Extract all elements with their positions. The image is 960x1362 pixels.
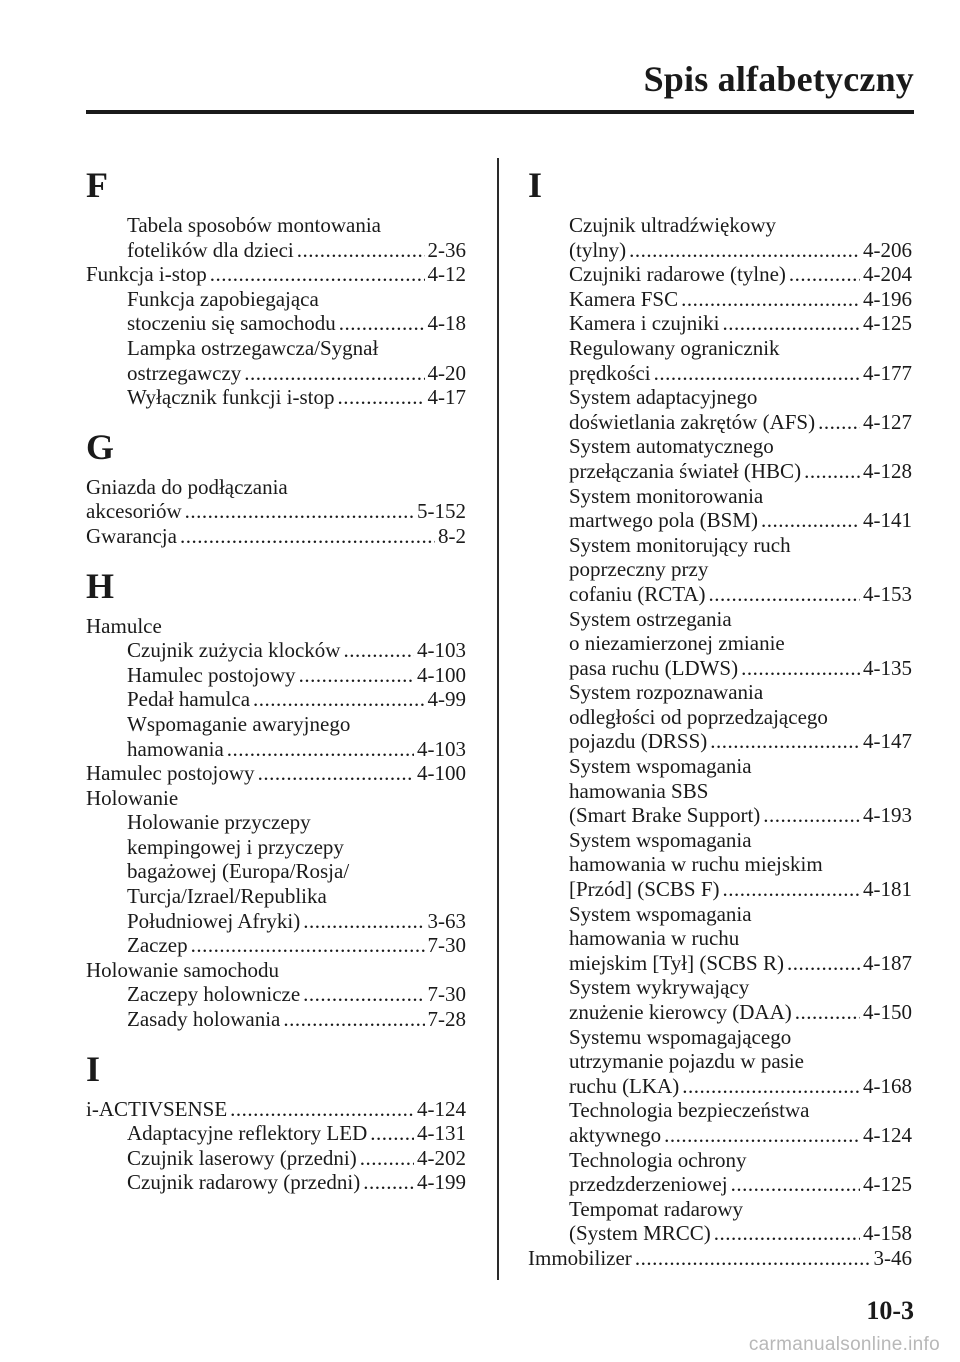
page-reference: 4-125	[863, 311, 912, 336]
entry-text-line: Czujnik laserowy (przedni)	[127, 1145, 357, 1170]
page-reference: 4-177	[863, 360, 912, 385]
entry-last-line	[127, 1170, 466, 1195]
leader-dots	[258, 761, 414, 786]
entry-text-line: Zaczepy holownicze	[127, 982, 301, 1007]
index-entry	[86, 761, 466, 786]
page-reference: 4-141	[863, 508, 912, 533]
entry-last-line	[569, 262, 912, 287]
entry-text-line: Wyłącznik funkcji i-stop	[127, 385, 335, 410]
page-reference: 4-131	[417, 1121, 466, 1146]
index-entry	[86, 262, 466, 287]
section-letter: I	[528, 165, 543, 205]
page-reference: 4-168	[863, 1073, 912, 1098]
index-entry	[86, 1146, 466, 1171]
entry-text-line: o niezamierzonej zmianie	[569, 631, 785, 656]
entry-last-line	[569, 877, 912, 902]
index-entry	[86, 982, 466, 1007]
entry-last-line	[569, 1074, 912, 1099]
page-reference: 4-181	[863, 877, 912, 902]
entry-text-line: przedzderzeniowej	[569, 1172, 728, 1197]
leader-dots	[629, 238, 860, 263]
entry-last-line	[569, 238, 912, 263]
entry-last-line	[127, 909, 466, 934]
entry-text-line: przełączania świateł (HBC)	[569, 458, 802, 483]
entry-text-line: Immobilizer	[528, 1245, 632, 1270]
entry-last-line	[569, 311, 912, 336]
index-entries	[86, 614, 466, 1032]
index-entry	[86, 933, 466, 958]
entry-text-line: Wspomaganie awaryjnego	[127, 711, 351, 736]
entry-last-line	[127, 737, 466, 762]
entry-text-line: pojazdu (DRSS)	[569, 729, 708, 754]
entry-text-line: (System MRCC)	[569, 1221, 711, 1246]
entry-last-line	[127, 982, 466, 1007]
entry-text-line: doświetlania zakrętów (AFS)	[569, 409, 816, 434]
entry-text-line: (Smart Brake Support)	[569, 803, 761, 828]
index-entry	[86, 810, 466, 933]
index-entry	[528, 262, 912, 287]
entry-text-line: Funkcja zapobiegająca	[127, 286, 319, 311]
entry-text-line: System wspomagania	[569, 754, 752, 779]
entry-last-line	[127, 663, 466, 688]
entry-text-line: Kamera i czujniki	[569, 311, 720, 336]
index-column-left	[86, 160, 466, 1195]
entry-last-line	[569, 1172, 912, 1197]
leader-dots	[682, 1074, 860, 1099]
index-entries	[86, 213, 466, 410]
entry-text-line: Kamera FSC	[569, 286, 679, 311]
leader-dots	[818, 410, 860, 435]
entry-text-line: Tabela sposobów montowania	[127, 213, 381, 237]
leader-dots	[297, 238, 425, 263]
page-reference: 4-100	[417, 662, 466, 687]
index-entry	[86, 663, 466, 688]
page-reference: 4-20	[427, 360, 466, 385]
leader-dots	[253, 687, 424, 712]
page-reference: 4-125	[863, 1172, 912, 1197]
leader-dots	[664, 1123, 860, 1148]
entry-last-line	[127, 687, 466, 712]
entry-text-line: hamowania w ruchu miejskim	[569, 852, 823, 877]
index-entry	[528, 1246, 912, 1271]
entry-text-line: Czujniki radarowe (tylne)	[569, 262, 786, 287]
entry-text-line: Czujnik radarowy (przedni)	[127, 1170, 361, 1195]
index-entry	[528, 828, 912, 902]
leader-dots	[804, 459, 860, 484]
page-reference: 4-158	[863, 1221, 912, 1246]
entry-text-line: Gniazda do podłączania	[86, 474, 288, 499]
leader-dots	[681, 287, 860, 312]
entry-text-line: Adaptacyjne reflektory LED	[127, 1121, 368, 1146]
entry-text-line: [Przód] (SCBS F)	[569, 877, 720, 902]
entry-text-line: System ostrzegania	[569, 606, 732, 631]
entry-last-line	[569, 361, 912, 386]
page-reference: 4-193	[863, 803, 912, 828]
index-entry	[86, 1097, 466, 1122]
index-entry	[528, 680, 912, 754]
entry-text-line: odległości od poprzedzającego	[569, 704, 828, 729]
index-entry	[528, 287, 912, 312]
leader-dots	[185, 499, 414, 524]
index-entry	[528, 1098, 912, 1147]
leader-dots	[227, 737, 414, 762]
index-entry	[528, 1025, 912, 1099]
entry-last-line	[569, 656, 912, 681]
entry-text-line: utrzymanie pojazdu w pasie	[569, 1049, 804, 1074]
entry-text-line: kempingowej i przyczepy	[127, 834, 344, 859]
page-reference: 3-46	[873, 1245, 912, 1270]
entry-last-line	[127, 311, 466, 336]
entry-last-line	[569, 951, 912, 976]
watermark: carmanualsonline.info	[748, 1334, 940, 1355]
entry-text-line: Technologia ochrony	[569, 1147, 747, 1172]
leader-dots	[180, 524, 435, 549]
entry-last-line	[86, 786, 466, 811]
entry-last-line	[127, 638, 466, 663]
index-entry	[86, 385, 466, 410]
page-reference: 7-30	[427, 933, 466, 958]
entry-text-line: Zaczep	[127, 933, 188, 958]
page-reference: 4-196	[863, 286, 912, 311]
entry-last-line	[86, 262, 466, 287]
column-divider	[497, 158, 499, 1280]
entry-last-line	[569, 1123, 912, 1148]
entry-text-line: ostrzegawczy	[127, 360, 242, 385]
leader-dots	[763, 803, 860, 828]
page-reference: 4-206	[863, 237, 912, 262]
leader-dots	[741, 656, 860, 681]
entry-text-line: Czujnik ultradźwiękowy	[569, 213, 777, 237]
entry-text-line: Pedał hamulca	[127, 687, 251, 712]
entry-text-line: Systemu wspomagającego	[569, 1024, 792, 1049]
page-reference: 4-17	[427, 385, 466, 410]
leader-dots	[761, 508, 860, 533]
entry-text-line: System wspomagania	[569, 901, 752, 926]
leader-dots	[709, 582, 860, 607]
page-reference: 4-103	[417, 638, 466, 663]
leader-dots	[283, 1007, 424, 1032]
entry-text-line: martwego pola (BSM)	[569, 508, 758, 533]
index-entry	[528, 533, 912, 607]
entry-text-line: System wykrywający	[569, 975, 750, 1000]
entry-text-line: pasa ruchu (LDWS)	[569, 655, 739, 680]
entry-text-line: System adaptacyjnego	[569, 385, 758, 410]
entry-last-line	[86, 958, 466, 983]
entry-last-line	[569, 729, 912, 754]
page-reference: 4-135	[863, 655, 912, 680]
entry-text-line: System monitorujący ruch	[569, 532, 791, 557]
index-entry	[528, 607, 912, 681]
entry-last-line	[127, 1146, 466, 1171]
leader-dots	[210, 262, 425, 287]
entry-text-line: System automatycznego	[569, 434, 774, 459]
leader-dots	[787, 951, 860, 976]
entry-last-line	[569, 582, 912, 607]
entry-text-line: Hamulec postojowy	[127, 662, 296, 687]
page-reference: 4-128	[863, 458, 912, 483]
section-letter: I	[86, 1048, 101, 1089]
index-entry	[86, 213, 466, 262]
index-entries	[86, 1097, 466, 1195]
index-entry	[528, 754, 912, 828]
page-reference: 4-204	[863, 262, 912, 287]
index-entry	[86, 712, 466, 761]
page-reference: 8-2	[438, 523, 466, 548]
entry-text-line: fotelików dla dzieci	[127, 237, 294, 262]
entry-text-line: Holowanie	[86, 785, 179, 810]
index-entry	[528, 385, 912, 434]
leader-dots	[303, 909, 424, 934]
leader-dots	[714, 1221, 860, 1246]
index-entries	[86, 475, 466, 549]
entry-text-line: hamowania w ruchu	[569, 926, 740, 951]
entry-text-line: Regulowany ogranicznik	[569, 335, 780, 360]
entry-text-line: i-ACTIVSENSE	[86, 1096, 228, 1121]
index-entry	[528, 434, 912, 483]
page-reference: 4-124	[417, 1096, 466, 1121]
leader-dots	[723, 877, 860, 902]
index-entry	[528, 1197, 912, 1246]
entry-last-line	[127, 238, 466, 263]
entry-last-line	[569, 410, 912, 435]
section-letter: H	[86, 565, 115, 606]
entry-last-line	[127, 361, 466, 386]
entry-text-line: bagażowej (Europa/Rosja/	[127, 859, 350, 884]
entry-text-line: Południowej Afryki)	[127, 908, 301, 933]
page-reference: 4-18	[427, 311, 466, 336]
entry-text-line: Technologia bezpieczeństwa	[569, 1098, 810, 1123]
entry-text-line: Hamulce	[86, 613, 162, 638]
entry-text-line: akcesoriów	[86, 499, 182, 524]
entry-text-line: System wspomagania	[569, 827, 752, 852]
entry-text-line: Zasady holowania	[127, 1007, 281, 1032]
leader-dots	[722, 311, 860, 336]
index-entry	[86, 687, 466, 712]
leader-dots	[363, 1170, 414, 1195]
section-gap	[86, 549, 466, 561]
entry-text-line: Holowanie przyczepy	[127, 810, 311, 835]
section-letter: F	[86, 165, 108, 205]
index-column-right	[528, 160, 912, 1271]
index-entry	[528, 975, 912, 1024]
entry-text-line: hamowania SBS	[569, 778, 709, 803]
header-rule	[86, 110, 914, 114]
entry-last-line	[127, 1007, 466, 1032]
page-reference: 4-147	[863, 729, 912, 754]
page-reference: 7-30	[427, 982, 466, 1007]
entry-text-line: Holowanie samochodu	[86, 957, 280, 982]
leader-dots	[230, 1097, 414, 1122]
index-entry	[528, 336, 912, 385]
index-entry	[86, 638, 466, 663]
leader-dots	[303, 982, 424, 1007]
page-reference: 3-63	[427, 908, 466, 933]
entry-text-line: Tempomat radarowy	[569, 1196, 744, 1221]
entry-last-line	[569, 1221, 912, 1246]
page-reference: 4-100	[417, 761, 466, 786]
entry-text-line: stoczeniu się samochodu	[127, 311, 336, 336]
page-reference: 7-28	[427, 1007, 466, 1032]
index-entry	[86, 524, 466, 549]
page-number: 10-3	[866, 1296, 914, 1325]
index-entry	[528, 1148, 912, 1197]
entry-text-line: Hamulec postojowy	[86, 761, 255, 786]
entry-text-line: Turcja/Izrael/Republika	[127, 884, 327, 909]
entry-last-line	[569, 508, 912, 533]
section-letter: G	[86, 426, 115, 467]
entry-last-line	[127, 385, 466, 410]
entry-last-line	[569, 459, 912, 484]
entry-text-line: miejskim [Tył] (SCBS R)	[569, 950, 784, 975]
page-reference: 4-153	[863, 581, 912, 606]
index-entry	[86, 287, 466, 336]
leader-dots	[731, 1172, 860, 1197]
entry-last-line	[86, 614, 466, 639]
leader-dots	[789, 262, 860, 287]
leader-dots	[360, 1146, 414, 1171]
index-entry	[86, 958, 466, 983]
section-gap	[86, 410, 466, 422]
index-entry	[86, 1007, 466, 1032]
leader-dots	[370, 1121, 414, 1146]
entry-text-line: hamowania	[127, 736, 224, 761]
index-entry	[528, 902, 912, 976]
index-entry	[86, 786, 466, 811]
entry-text-line: ruchu (LKA)	[569, 1073, 680, 1098]
page-reference: 4-127	[863, 409, 912, 434]
entry-text-line: aktywnego	[569, 1122, 662, 1147]
entry-text-line: System monitorowania	[569, 483, 764, 508]
entry-text-line: prędkości	[569, 360, 651, 385]
entry-text-line: Lampka ostrzegawcza/Sygnał	[127, 335, 379, 360]
entry-last-line	[127, 933, 466, 958]
page-reference: 4-124	[863, 1122, 912, 1147]
entry-last-line	[569, 287, 912, 312]
index-entry	[528, 484, 912, 533]
page-reference: 4-187	[863, 950, 912, 975]
leader-dots	[343, 638, 414, 663]
entry-last-line	[528, 1246, 912, 1271]
index-entry	[86, 336, 466, 385]
entry-last-line	[127, 1121, 466, 1146]
entry-last-line	[569, 1000, 912, 1025]
entry-text-line: Funkcja i-stop	[86, 262, 207, 287]
page-reference: 5-152	[417, 499, 466, 524]
leader-dots	[339, 311, 425, 336]
page-reference: 4-202	[417, 1145, 466, 1170]
entry-text-line: Gwarancja	[86, 523, 177, 548]
index-entry	[86, 1170, 466, 1195]
page-reference: 4-99	[427, 687, 466, 712]
page-reference: 4-103	[417, 736, 466, 761]
leader-dots	[654, 361, 860, 386]
index-entries	[528, 213, 912, 1271]
entry-last-line	[86, 761, 466, 786]
page-reference: 4-150	[863, 1000, 912, 1024]
entry-last-line	[86, 499, 466, 524]
leader-dots	[244, 361, 424, 386]
leader-dots	[299, 663, 414, 688]
entry-last-line	[86, 524, 466, 549]
entry-text-line: Czujnik zużycia klocków	[127, 638, 341, 663]
page-reference: 4-12	[427, 262, 466, 287]
index-entry	[86, 1121, 466, 1146]
entry-text-line: poprzeczny przy	[569, 557, 709, 582]
page-reference: 2-36	[427, 237, 466, 262]
index-entry	[528, 213, 912, 262]
leader-dots	[635, 1246, 871, 1271]
index-entry	[86, 614, 466, 639]
index-entry	[86, 475, 466, 524]
leader-dots	[710, 729, 860, 754]
entry-text-line: cofaniu (RCTA)	[569, 581, 706, 606]
entry-text-line: znużenie kierowcy (DAA)	[569, 1000, 792, 1024]
entry-text-line: (tylny)	[569, 237, 627, 262]
entry-last-line	[569, 803, 912, 828]
index-entry	[528, 311, 912, 336]
section-gap	[86, 1032, 466, 1044]
entry-last-line	[86, 1097, 466, 1122]
entry-text-line: System rozpoznawania	[569, 680, 764, 705]
page-reference: 4-199	[417, 1170, 466, 1195]
leader-dots	[191, 933, 425, 958]
page-title: Spis alfabetyczny	[643, 59, 914, 99]
leader-dots	[795, 1000, 860, 1025]
leader-dots	[338, 385, 425, 410]
